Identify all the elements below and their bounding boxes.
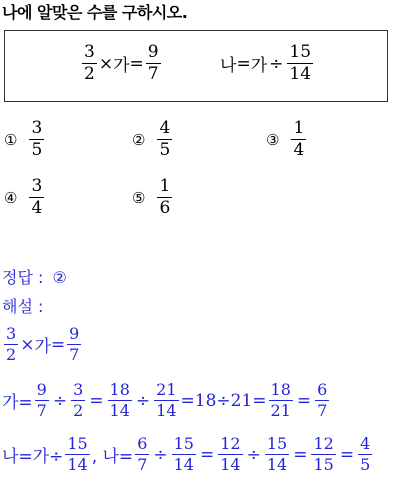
explanation-label: 해설 : bbox=[2, 297, 44, 316]
fraction: $\frac{3}{2}$ bbox=[73, 380, 84, 420]
fraction: $\frac{18}{21}$ bbox=[270, 380, 291, 420]
explanation-line-2: 가= $\frac{9}{7}$ ÷ $\frac{3}{2}$ = $\frac{18}{14}$ ÷ $\frac{21}{14}$ =18÷21= $\frac{18}{21}$ = $\frac{6}{7}$ bbox=[2, 380, 328, 420]
fraction: $\frac{9}{7}$ bbox=[147, 42, 159, 84]
option-2[interactable]: ② $\frac{4}{5}$ bbox=[132, 118, 171, 160]
option-5[interactable]: ⑤ $\frac{1}{6}$ bbox=[132, 176, 171, 218]
fraction: $\frac{4}{5}$ bbox=[159, 118, 171, 160]
option-1[interactable]: ① $\frac{3}{5}$ bbox=[4, 118, 43, 160]
fraction: $\frac{6}{7}$ bbox=[137, 434, 148, 474]
option-4[interactable]: ④ $\frac{3}{4}$ bbox=[4, 176, 43, 218]
fraction: $\frac{12}{14}$ bbox=[220, 434, 241, 474]
explanation-line-1: $\frac{3}{2}$ × 가 = $\frac{9}{7}$ bbox=[6, 324, 80, 364]
fraction: $\frac{9}{7}$ bbox=[36, 380, 47, 420]
fraction: $\frac{21}{14}$ bbox=[156, 380, 177, 420]
problem-box bbox=[4, 30, 388, 102]
fraction: $\frac{3}{4}$ bbox=[31, 176, 43, 218]
fraction: $\frac{12}{15}$ bbox=[313, 434, 334, 474]
option-3[interactable]: ③ $\frac{1}{4}$ bbox=[266, 118, 305, 160]
fraction: $\frac{4}{5}$ bbox=[360, 434, 371, 474]
answer-label: 정답 : bbox=[2, 268, 44, 287]
answer-line bbox=[2, 265, 67, 288]
fraction: $\frac{18}{14}$ bbox=[109, 380, 130, 420]
fraction: $\frac{3}{2}$ bbox=[6, 324, 17, 364]
fraction: $\frac{15}{14}$ bbox=[67, 434, 88, 474]
answer-value: ② bbox=[52, 268, 67, 287]
fraction: $\frac{15}{14}$ bbox=[173, 434, 194, 474]
fraction: $\frac{3}{5}$ bbox=[31, 118, 43, 160]
question-text: 나에 알맞은 수를 구하시오. bbox=[2, 3, 188, 22]
equation-1: $\frac{3}{2}$ × 가 = $\frac{9}{7}$ bbox=[84, 42, 159, 84]
fraction: $\frac{1}{6}$ bbox=[159, 176, 171, 218]
fraction: $\frac{9}{7}$ bbox=[69, 324, 80, 364]
fraction: $\frac{1}{4}$ bbox=[293, 118, 305, 160]
fraction: $\frac{15}{14}$ bbox=[266, 434, 288, 474]
equation-2: 나 = 가 ÷ $\frac{15}{14}$ bbox=[220, 42, 312, 84]
fraction: $\frac{6}{7}$ bbox=[317, 380, 328, 420]
fraction: $\frac{15}{14}$ bbox=[289, 42, 312, 84]
explanation-line-3: 나=가÷ $\frac{15}{14}$ , 나= $\frac{6}{7}$ ÷ $\frac{15}{14}$ = $\frac{12}{14}$ ÷ $\frac{15}{14}$ = $\frac{12}{15}$ = $\frac{4}{5}$ bbox=[2, 434, 371, 474]
fraction: $\frac{3}{2}$ bbox=[84, 42, 95, 84]
